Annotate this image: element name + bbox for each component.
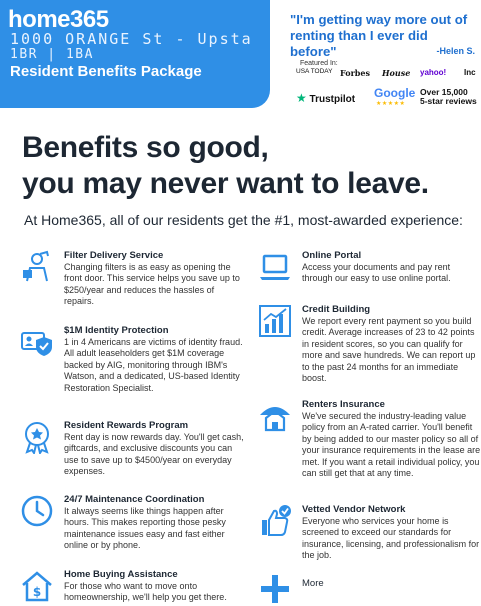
trustpilot-star-icon: ★ bbox=[296, 91, 307, 105]
testimonial-quote: "I'm getting way more out of renting than I ever did before" bbox=[290, 12, 468, 60]
press-logo-usatoday: USA TODAY bbox=[296, 68, 333, 75]
google-stars: ★★★★★ bbox=[376, 101, 406, 107]
page-subheading: At Home365, all of our residents get the #1, most-awarded experience: bbox=[24, 212, 463, 228]
benefit-online-portal: Online Portal Access your documents and pay rent through our easy to use online portal. bbox=[258, 250, 474, 295]
benefit-rewards-program: Resident Rewards Program Rent day is now rewards day. You'll get cash, giftcards, and exclusive discounts you can use to save up to $4500/year on everyday expenses. bbox=[20, 420, 240, 485]
svg-text:$: $ bbox=[32, 585, 42, 599]
ratings-row bbox=[296, 86, 481, 108]
unit-info: 1BR | 1BA bbox=[10, 47, 94, 62]
featured-label: Featured In: bbox=[300, 60, 338, 67]
benefit-credit-building: Credit Building We report every rent payment so you build credit. Average increases of 23 to 42 points in resident scores, so you can qualify for more and save hundreds. We can report up to the past 24 months for an immediate boost. bbox=[258, 304, 474, 386]
trustpilot-logo: ★ Trustpilot bbox=[296, 91, 356, 105]
clock-icon bbox=[20, 494, 54, 528]
benefit-home-buying: $ Home Buying Assistance For those who want to move onto homeownership, we'll help you get there. bbox=[20, 569, 240, 600]
google-logo: Google bbox=[374, 86, 416, 100]
package-title: Resident Benefits Package bbox=[10, 63, 202, 80]
id-shield-icon bbox=[20, 325, 54, 359]
benefit-more: More bbox=[258, 572, 474, 600]
benefit-vetted-vendors: Vetted Vendor Network Everyone who services your home is screened to exceed our standards for insurance, licensing, and professionalism for the job. bbox=[258, 504, 474, 564]
press-logo-house: House bbox=[382, 68, 411, 78]
benefit-renters-insurance: Renters Insurance We've secured the industry-leading value policy from an A-rated carrier. You'll benefit by being added to our master policy so all of your insurance requirements in the lease are met. If you want a retail individual policy, you can still get that at any time. bbox=[258, 399, 474, 494]
benefit-identity-protection: $1M Identity Protection 1 in 4 Americans are victims of identity fraud. All adult leaseholders get $1M coverage backed by AIG, monitoring through IBM's Watson, and a dedicated, US-based Identity Restoration Specialist. bbox=[20, 325, 240, 410]
brand-logo: home365 bbox=[8, 6, 109, 33]
property-address: 1000 ORANGE St - Upsta bbox=[10, 30, 253, 48]
delivery-person-icon bbox=[20, 250, 54, 284]
house-dollar-icon bbox=[20, 569, 54, 603]
press-logo-inc: Inc bbox=[464, 68, 476, 77]
plus-icon bbox=[258, 572, 292, 606]
house-umbrella-icon bbox=[258, 399, 292, 433]
header-banner bbox=[0, 0, 270, 108]
page-headline: Benefits so good, you may never want to leave. bbox=[22, 131, 429, 200]
laptop-icon bbox=[258, 250, 292, 284]
thumbs-up-check-icon bbox=[258, 504, 292, 538]
award-badge-icon bbox=[20, 420, 54, 454]
press-logo-yahoo: yahoo! bbox=[420, 68, 447, 77]
benefit-maintenance: 24/7 Maintenance Coordination It always seems like things happen after hours. This makes reporting those pesky maintenance issues easy and fast either online or by phone. bbox=[20, 494, 240, 559]
press-logos bbox=[296, 68, 481, 82]
review-count: Over 15,000 5-star reviews bbox=[420, 87, 477, 107]
benefit-filter-delivery: Filter Delivery Service Changing filters is as easy as opening the front door. This service helps you save up to $250/year and reduces the hassles of repairs. bbox=[20, 250, 240, 320]
press-logo-forbes: Forbes bbox=[340, 68, 370, 78]
bar-chart-icon bbox=[258, 304, 292, 338]
testimonial-attribution: -Helen S. bbox=[436, 46, 475, 56]
